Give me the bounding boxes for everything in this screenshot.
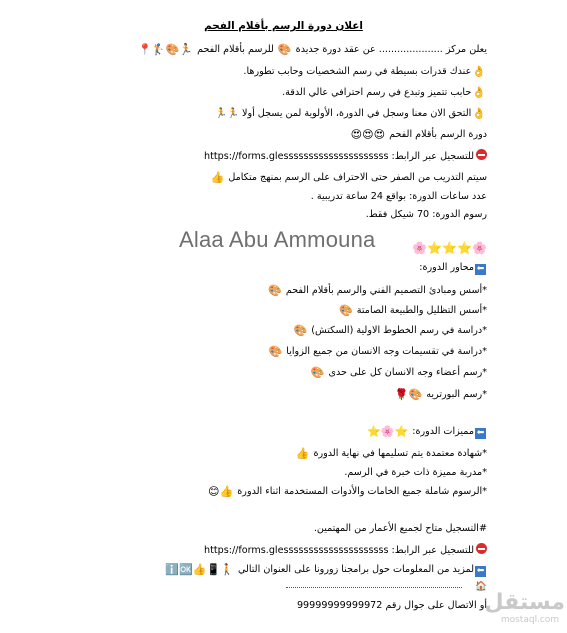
left-arrow-icon: ⬅ <box>476 566 485 576</box>
activity-icons: 🏃🎨🏌️📍 <box>138 43 193 56</box>
palette-icon: 🎨 <box>293 324 308 337</box>
no-entry-icon <box>476 543 487 554</box>
benefit-line-1 <box>243 65 487 79</box>
hours-line: عدد ساعات الدورة: بواقع 24 ساعة تدريبية . <box>310 191 487 202</box>
author-watermark: Alaa Abu Ammouna <box>179 227 376 252</box>
site-logo <box>484 590 565 625</box>
page-title: اعلان دورة الرسم بأقلام الفحم <box>204 20 363 32</box>
thumbs-up-icon: 👍 <box>210 171 225 184</box>
fee-line: رسوم الدورة: 70 شيكل فقط. <box>365 209 487 220</box>
training-text: سيتم التدريب من الصفر حتى الاحتراف على الرسم بمنهج متكامل <box>228 172 487 183</box>
feature-item: *الرسوم شاملة جميع الخامات والأدوات المستخدمة اثناء الدورة 👍😊 <box>208 485 487 498</box>
more-info-line <box>164 563 487 577</box>
features-title: مميزات الدورة: <box>412 426 474 437</box>
house-icon: 🏠 <box>475 581 487 592</box>
axis-item: *رسم أعضاء وجه الانسان كل على حدى 🎨 <box>310 366 487 379</box>
left-arrow-icon: ⬅ <box>476 264 485 274</box>
intro-course: للرسم بأقلام الفحم <box>197 44 274 55</box>
palette-icon: 🎨 <box>268 284 282 297</box>
register-line-1 <box>204 149 487 164</box>
register-url[interactable]: https://forms.glesssssssssssssssssssss <box>204 151 389 162</box>
palette-icon: 🎨 <box>268 345 283 358</box>
benefit-line-2 <box>282 86 487 100</box>
hashtag-line <box>314 522 487 536</box>
course-text: دورة الرسم بأقلام الفحم <box>389 129 487 140</box>
axis-item: *دراسة في تقسيمات وجه الانسان من جميع الزوايا 🎨 <box>268 345 487 358</box>
ok-hand-icon: 👌 <box>472 65 486 78</box>
thumbs-smile-icon: 👍😊 <box>208 485 234 498</box>
no-entry-icon <box>476 149 487 160</box>
axis-item: *أسس ومبادئ التصميم الفني والرسم بأقلام الفحم 🎨 <box>268 284 487 297</box>
thumbs-up-icon: 👍 <box>295 447 310 460</box>
register-line-2 <box>204 543 487 558</box>
features-heading <box>366 425 487 439</box>
phone-line: أو الاتصال على جوال رقم 99999999999972 <box>296 600 487 611</box>
star-flower-icons: ⭐🌸⭐ <box>367 425 409 438</box>
palette-rose-icon: 🎨🌹 <box>394 388 423 401</box>
register-label: للتسجيل عبر الرابط: <box>391 151 474 162</box>
ok-hand-icon: 👌 <box>472 86 486 99</box>
palette-icon: 🎨 <box>339 304 353 317</box>
axes-title: محاور الدورة: <box>419 262 474 273</box>
axes-heading <box>419 261 487 275</box>
register-label: للتسجيل عبر الرابط: <box>391 545 474 556</box>
feature-item: *شهادة معتمدة يتم تسليمها في نهاية الدورة 👍 <box>295 447 487 460</box>
left-arrow-icon: ⬅ <box>476 428 485 438</box>
benefit-text: حابب تتميز وتبدع في رسم احترافي عالي الدقة. <box>282 87 472 98</box>
register-url[interactable]: https://forms.glesssssssssssssssssssss <box>204 545 389 556</box>
palette-icon: 🎨 <box>277 43 292 56</box>
axes-decoration: 🌸⭐⭐⭐🌸 <box>412 241 487 255</box>
intro-prefix: يعلن مركز ..................... عن عقد دورة جديدة <box>295 44 487 55</box>
course-line <box>350 128 487 142</box>
axis-item: *رسم البورتريه 🎨🌹 <box>394 388 487 401</box>
feature-item: *مدربة مميزة ذات خبرة في الرسم. <box>344 467 487 478</box>
ok-hand-icon: 👌 <box>472 107 486 120</box>
benefit-text: عندك قدرات بسيطة في رسم الشخصيات وحابب تطورها. <box>243 66 472 77</box>
axis-item: *دراسة في رسم الخطوط الاولية (السكتش) 🎨 <box>293 324 487 337</box>
benefit-line-3 <box>215 107 487 121</box>
logo-domain: mostaql.com <box>500 615 560 625</box>
training-line <box>210 171 487 185</box>
intro-line <box>137 43 487 57</box>
info-icons: 🚶📱👍ℹ️🆗 <box>165 563 234 576</box>
benefit-text: التحق الان معنا وسجل في الدورة، الأولوية لمن يسجل أولا 🏃🏃 <box>215 108 472 119</box>
divider <box>286 587 462 588</box>
hashtag-text: #التسجيل متاح لجميع الأعمار من المهتمين. <box>313 523 487 534</box>
axis-item: *أسس التظليل والطبيعة الصامتة 🎨 <box>339 304 487 317</box>
logo-text: مستقل <box>484 590 565 615</box>
heart-eyes-icons: 😍😍😍 <box>350 128 386 141</box>
palette-icon: 🎨 <box>310 366 325 379</box>
more-info-text: لمزيد من المعلومات حول برامجنا زورونا على العنوان التالي <box>237 564 474 575</box>
